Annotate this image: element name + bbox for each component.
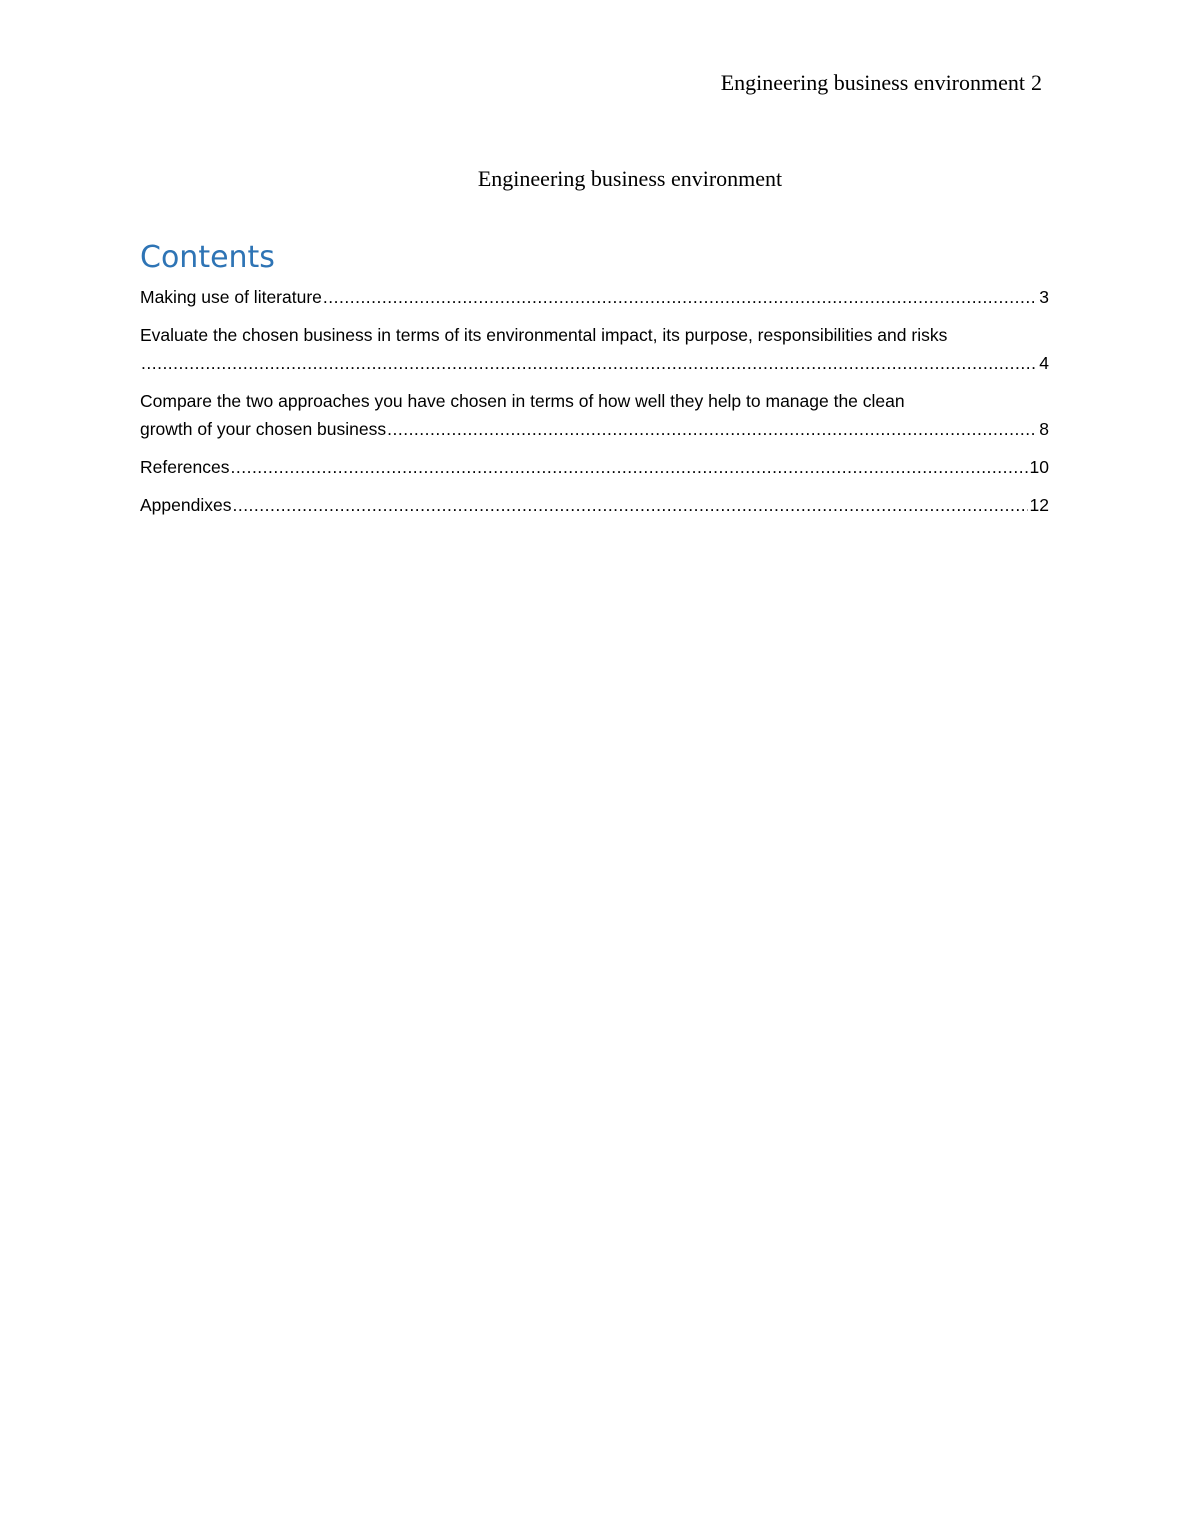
toc-entry-references[interactable] [140, 453, 1049, 481]
toc-dot-leader [323, 283, 1037, 311]
running-header [721, 70, 1042, 96]
toc-entry-text: Evaluate the chosen business in terms of its environmental impact, its purpose, responsibilities and risks [140, 325, 948, 345]
toc-entry-text-continued: growth of your chosen business [140, 419, 387, 439]
toc-page-number: 10 [1029, 457, 1049, 477]
table-of-contents [140, 283, 1049, 529]
running-header-title: Engineering business environment [720, 70, 1025, 95]
toc-dot-leader [141, 349, 1037, 377]
toc-page-number: 4 [1039, 353, 1049, 373]
document-title: Engineering business environment [477, 166, 783, 191]
toc-entry-text: Appendixes [140, 495, 232, 515]
running-header-page-number: 2 [1031, 70, 1042, 95]
toc-dot-leader [232, 491, 1027, 519]
toc-entry-text: Making use of literature [140, 287, 322, 307]
toc-entry-literature[interactable] [140, 283, 1049, 311]
toc-entry-appendixes[interactable] [140, 491, 1049, 519]
toc-page-number: 12 [1029, 495, 1049, 515]
toc-entry-text: References [140, 457, 230, 477]
toc-page-number: 8 [1039, 419, 1049, 439]
toc-page-number: 3 [1039, 287, 1049, 307]
toc-dot-leader [387, 415, 1037, 443]
toc-dot-leader [231, 453, 1028, 481]
toc-entry-compare-approaches[interactable] [140, 387, 1049, 443]
toc-entry-text: Compare the two approaches you have chosen in terms of how well they help to manage the clean [140, 391, 905, 411]
toc-entry-evaluate-business[interactable] [140, 321, 1049, 377]
toc-heading: Contents [140, 240, 275, 275]
